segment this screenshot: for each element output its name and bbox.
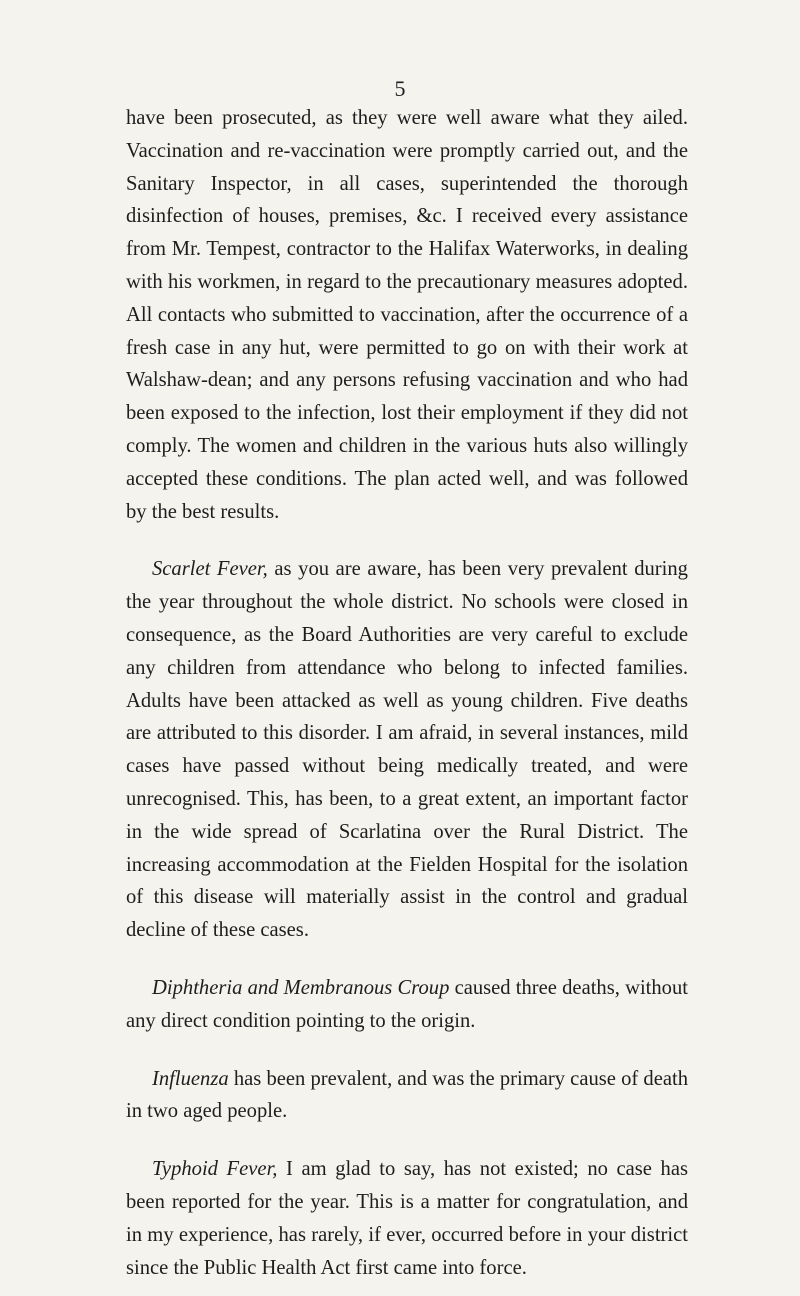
body-text [126, 102, 688, 1284]
section-heading-scarlet-fever: Scarlet Fever, [152, 558, 268, 581]
section-heading-influenza: Influenza [152, 1067, 229, 1090]
paragraph-scarlet-fever [126, 553, 688, 947]
paragraph-typhoid-fever [126, 1153, 688, 1284]
paragraph-influenza [126, 1063, 688, 1129]
paragraph-text: caused three deaths, without any direct condition pointing to the origin. [126, 976, 689, 1032]
section-heading-diphtheria: Diphtheria and Membranous Croup [152, 976, 450, 999]
paragraph-text: as you are aware, has been very prevalent during the year throughout the whole district. No schools were closed in consequence, as the Board Authorities are very careful to exclude any children from attendance who belong to infected families. Adults have been attacked as well as young children. Five deaths are attributed to this disorder. I am afraid, in several instances, mild cases have passed without being medically treated, and were unrecognised. This, has been, to a great extent, an important factor in the wide spread of Scarlatina over the Rural District. The increasing accommodation at the Fielden Hospital for the isolation of this disease will materially assist in the control and gradual decline of these cases. [126, 558, 688, 942]
paragraph-diphtheria [126, 972, 688, 1038]
paragraph-text: I am glad to say, has not existed; no case has been reported for the year. This is a matter for congratulation, and in my experience, has rarely, if ever, occurred before in your district since the Public Health Act first came into force. [126, 1158, 688, 1279]
page-number: 5 [394, 76, 406, 101]
section-heading-typhoid-fever: Typhoid Fever, [152, 1158, 278, 1181]
paragraph-vaccination [126, 102, 688, 528]
paragraph-text: have been prosecuted, as they were well aware what they ailed. Vaccination and re-vaccination were promptly carried out, and the Sanitary Inspector, in all cases, superintended the thorough disinfection of houses, premises, &c. I received every assistance from Mr. Tempest, contractor to the Halifax Waterworks, in dealing with his workmen, in regard to the precautionary measures adopted. All contacts who submitted to vaccination, after the occurrence of a fresh case in any hut, were permitted to go on with their work at Walshaw-dean; and any persons refusing vaccination and who had been exposed to the infection, lost their employment if they did not comply. The women and children in the various huts also willingly accepted these conditions. The plan acted well, and was followed by the best results. [126, 107, 688, 523]
paragraph-text: has been prevalent, and was the primary cause of death in two aged people. [126, 1067, 688, 1123]
